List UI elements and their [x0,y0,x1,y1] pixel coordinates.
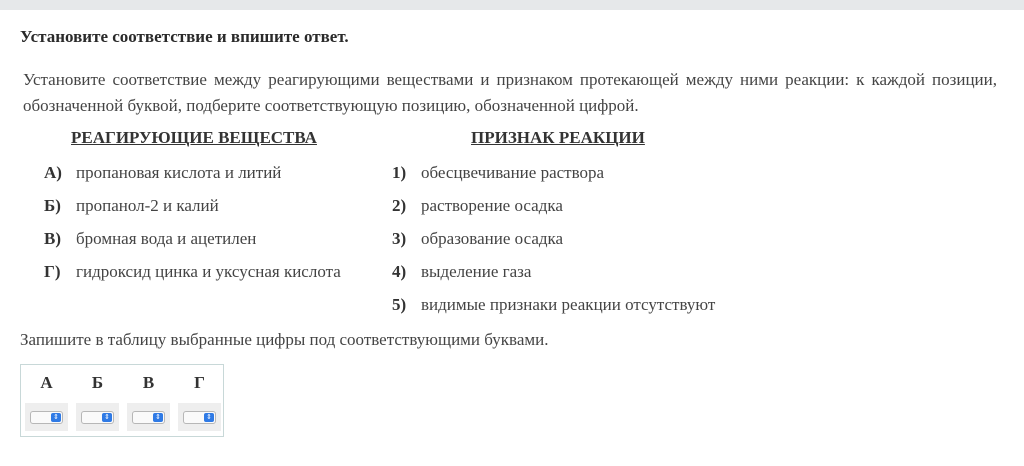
answer-select-v[interactable] [132,411,165,424]
right-item-text: обесцвечивание раствора [421,163,605,182]
answer-letter: Г [194,373,205,392]
answer-cell [76,403,119,431]
right-item-key: 1) [392,163,407,182]
left-item-key: Б) [44,196,61,215]
answer-cell [178,403,221,431]
answer-letter: В [142,373,155,392]
answer-cell [127,403,170,431]
left-item-text: гидроксид цинка и уксусная кислота [76,262,341,281]
right-item-text: видимые признаки реакции отсутствуют [421,295,716,314]
answer-select-a[interactable] [30,411,63,424]
right-item-text: выделение газа [421,262,532,281]
answer-select-g[interactable] [183,411,216,424]
right-item-key: 2) [392,196,407,215]
right-item-text: образование осадка [421,229,564,248]
left-item-key: А) [44,163,62,182]
answer-column-a [21,365,72,436]
task-heading: Установите соответствие и впишите ответ. [20,27,349,46]
question-text: Установите соответствие между реагирующими веществами и признаком протекающей между ними реакции: к каждой позиции, обозначенной буквой, подберите соответствующую позицию, обозначенной цифрой. [23,70,997,115]
answer-select-b[interactable] [81,411,114,424]
left-item-key: В) [44,229,61,248]
answer-letter: А [40,373,53,392]
right-item-key: 4) [392,262,407,281]
left-item-text: пропанол-2 и калий [76,196,219,215]
select-arrows-icon: ⇕ [153,413,163,422]
answer-column-v [123,365,174,436]
select-arrows-icon: ⇕ [204,413,214,422]
right-item-key: 3) [392,229,407,248]
answer-instruction: Запишите в таблицу выбранные цифры под соответствующими буквами. [20,330,549,349]
right-item-key: 5) [392,295,407,314]
right-item-text: растворение осадка [421,196,563,215]
left-item-text: бромная вода и ацетилен [76,229,257,248]
right-column-title: ПРИЗНАК РЕАКЦИИ [471,128,645,147]
answer-column-b [72,365,123,436]
select-arrows-icon: ⇕ [51,413,61,422]
top-bar [0,0,1024,10]
select-arrows-icon: ⇕ [102,413,112,422]
left-item-key: Г) [44,262,61,281]
answer-table [20,364,224,437]
left-item-text: пропановая кислота и литий [76,163,282,182]
answer-letter: Б [91,373,104,392]
answer-column-g [174,365,225,436]
answer-cell [25,403,68,431]
left-column-title: РЕАГИРУЮЩИЕ ВЕЩЕСТВА [71,128,317,147]
